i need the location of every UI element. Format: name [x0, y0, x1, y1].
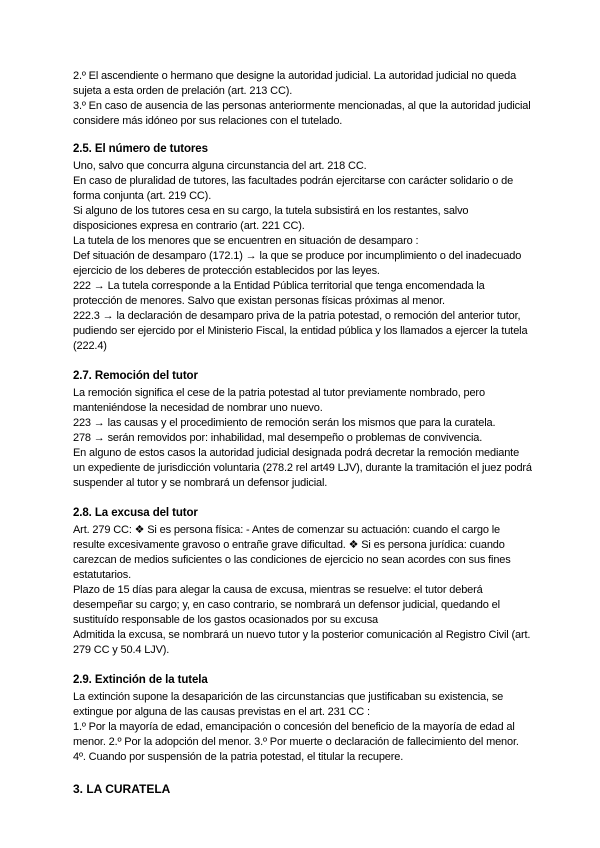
- section-heading: 2.8. La excusa del tutor: [73, 507, 198, 519]
- paragraph: Si alguno de los tutores cesa en su cargo, la tutela subsistirá en los restantes, salvo disposiciones expresa en contrario (art. 221 CC).: [73, 205, 469, 232]
- paragraph: Def situación de desamparo (172.1) → la que se produce por incumplimiento o del inadecuado ejercicio de los deberes de protección establecidos por las leyes.: [73, 250, 522, 277]
- paragraph: En caso de pluralidad de tutores, las facultades podrán ejercitarse con carácter solidario o de forma conjunta (art. 219 CC).: [73, 175, 514, 202]
- paragraph: La remoción significa el cese de la patria potestad al tutor previamente nombrado, pero manteniéndose la necesidad de nombrar uno nuevo.: [73, 387, 485, 414]
- document-body: [73, 69, 533, 797]
- paragraph: 1.º Por la mayoría de edad, emancipación o concesión del beneficio de la mayoría de edad al menor. 2.º Por la adopción del menor. 3.º Por muerte o declaración de fallecimiento del menor. 4º. Cuando por suspensión de la patria potestad, el titular la recupere.: [73, 721, 519, 763]
- paragraph: Uno, salvo que concurra alguna circunstancia del art. 218 CC.: [73, 160, 367, 172]
- paragraph: En alguno de estos casos la autoridad judicial designada podrá decretar la remoción mediante un expediente de jurisdicción voluntaria (278.2 rel art49 LJV), durante la tramitación el juez podrá suspender al tutor y se nombrará un defensor judicial.: [73, 447, 532, 489]
- paragraph: 278 → serán removidos por: inhabilidad, mal desempeño o problemas de convivencia.: [73, 432, 483, 444]
- paragraph: 2.º El ascendiente o hermano que designe la autoridad judicial. La autoridad judicial no queda sujeta a esta orden de prelación (art. 213 CC).: [73, 70, 517, 97]
- paragraph: Admitida la excusa, se nombrará un nuevo tutor y la posterior comunicación al Registro Civil (art. 279 CC y 50.4 LJV).: [73, 629, 531, 656]
- paragraph: 222 → La tutela corresponde a la Entidad Pública territorial que tenga encomendada la protección de menores. Salvo que existan personas físicas próximas al menor.: [73, 280, 485, 307]
- paragraph: 222.3 → la declaración de desamparo priva de la patria potestad, o remoción del anterior tutor, pudiendo ser ejercido por el Ministerio Fiscal, la entidad pública y los llamados a ejercer la tutela (222.4): [73, 310, 528, 352]
- section-heading: 2.7. Remoción del tutor: [73, 370, 198, 382]
- paragraph: La tutela de los menores que se encuentren en situación de desamparo :: [73, 235, 419, 247]
- section-heading: 2.9. Extinción de la tutela: [73, 674, 208, 686]
- paragraph: La extinción supone la desaparición de las circunstancias que justificaban su existencia, se extingue por alguna de las causas previstas en el art. 231 CC :: [73, 691, 504, 718]
- paragraph: 223 → las causas y el procedimiento de remoción serán los mismos que para la curatela.: [73, 417, 496, 429]
- section-heading: 2.5. El número de tutores: [73, 143, 208, 155]
- paragraph: Plazo de 15 días para alegar la causa de excusa, mientras se resuelve: el tutor deberá desempeñar su cargo; y, en caso contrario, se nombrará un defensor judicial, quedando el sustituído responsable de los gastos ocasionados por su excusa: [73, 584, 500, 626]
- chapter-heading: 3. LA CURATELA: [73, 782, 171, 796]
- paragraph: 3.º En caso de ausencia de las personas anteriormente mencionadas, al que la autoridad judicial considere más idóneo por sus relaciones con el tutelado.: [73, 100, 531, 127]
- paragraph: Art. 279 CC: ❖ Si es persona física: - Antes de comenzar su actuación: cuando el cargo le resulte excesivamente gravoso o entrañe grave dificultad. ❖ Si es persona jurídica: cuando carezcan de medios suficientes o las condiciones de ejercicio no sean acordes con sus fines estatutarios.: [73, 524, 511, 581]
